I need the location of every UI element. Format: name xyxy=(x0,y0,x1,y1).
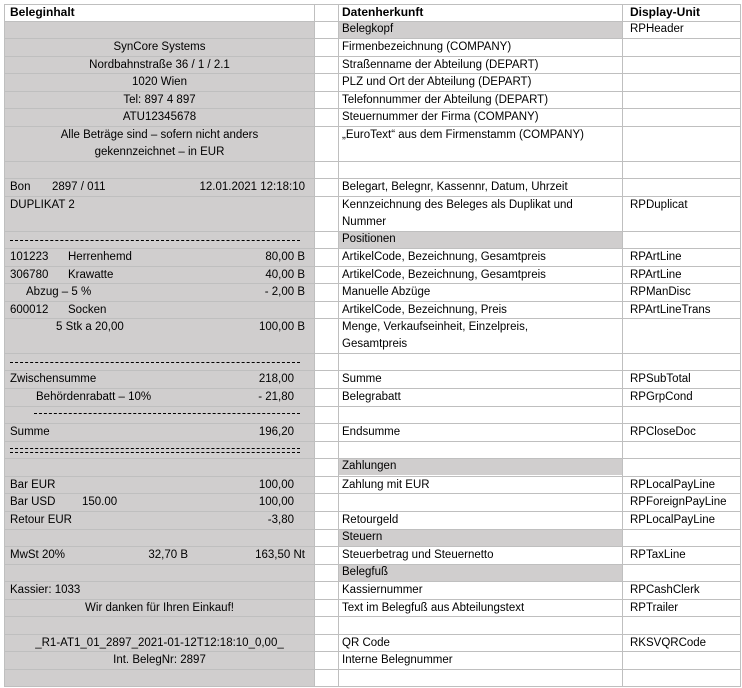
source-item-quantity-2: Gesamtpreis xyxy=(342,338,408,350)
source-retour: Retourgeld xyxy=(342,514,399,526)
unit-qr: RKSVQRCode xyxy=(630,637,707,649)
receipt-tax-net: 163,50 Nt xyxy=(255,549,305,561)
source-item: ArtikelCode, Bezeichnung, Gesamtpreis xyxy=(342,269,546,281)
receipt-bon-number: 2897 / 011 xyxy=(52,181,106,193)
source-item: Manuelle Abzüge xyxy=(342,286,431,298)
receipt-item-amount: 40,00 B xyxy=(265,269,305,281)
source-section-zahlungen: Zahlungen xyxy=(342,460,397,472)
receipt-city: 1020 Wien xyxy=(132,76,187,88)
unit-item: RPArtLine xyxy=(630,251,682,263)
unit-pay: RPLocalPayLine xyxy=(630,514,716,526)
receipt-item-name: 5 Stk a 20,00 xyxy=(56,321,124,333)
receipt-tax-amount: 32,70 B xyxy=(148,549,188,561)
receipt-bon-datetime: 12.01.2021 12:18:10 xyxy=(199,181,305,193)
unit-total: RPCloseDoc xyxy=(630,426,696,438)
source-trailer: Text im Belegfuß aus Abteilungstext xyxy=(342,602,525,614)
receipt-item-amount: - 2,00 B xyxy=(264,286,305,298)
receipt-discount-value: - 21,80 xyxy=(258,391,294,403)
source-bon: Belegart, Belegnr, Kassennr, Datum, Uhrzeit xyxy=(342,181,568,193)
unit-pay: RPLocalPayLine xyxy=(630,479,716,491)
receipt-payment-label: Retour EUR xyxy=(10,514,72,526)
receipt-company: SynCore Systems xyxy=(113,41,206,53)
unit-cashier: RPCashClerk xyxy=(630,584,700,596)
receipt-total-label: Summe xyxy=(10,426,50,438)
receipt-eurotext-2: gekennzeichnet – in EUR xyxy=(94,146,225,158)
source-street: Straßenname der Abteilung (DEPART) xyxy=(342,59,539,71)
receipt-tax-label: MwSt 20% xyxy=(10,549,65,561)
unit-header: RPHeader xyxy=(630,23,684,35)
unit-duplicate: RPDuplicat xyxy=(630,199,688,211)
receipt-item-amount: 100,00 B xyxy=(258,321,305,333)
receipt-tel: Tel: 897 4 897 xyxy=(123,94,196,106)
source-total: Endsumme xyxy=(342,426,401,438)
receipt-payment-label: Bar EUR xyxy=(10,479,56,491)
unit-subtotal: RPSubTotal xyxy=(630,373,691,385)
receipt-discount-label: Behördenrabatt – 10% xyxy=(36,391,152,403)
source-item-quantity-1: Menge, Verkaufseinheit, Einzelpreis, xyxy=(342,321,529,333)
receipt-payment-amount: 100,00 xyxy=(258,496,294,508)
receipt-street: Nordbahnstraße 36 / 1 / 2.1 xyxy=(89,59,230,71)
source-duplicate-1: Kennzeichnung des Beleges als Duplikat und xyxy=(342,199,573,211)
receipt-trailer: Wir danken für Ihren Einkauf! xyxy=(85,602,234,614)
receipt-total-value: 196,20 xyxy=(258,426,294,438)
receipt-item-name: Herrenhemd xyxy=(68,251,132,263)
receipt-cashier: Kassier: 1033 xyxy=(10,584,81,596)
source-section-positionen: Positionen xyxy=(342,233,396,245)
source-internal: Interne Belegnummer xyxy=(342,654,453,666)
source-section-belegkopf: Belegkopf xyxy=(342,23,394,35)
receipt-payment-foreign: 150.00 xyxy=(82,496,118,508)
receipt-separator-3 xyxy=(34,413,300,414)
header-datenherkunft: Datenherkunft xyxy=(342,5,424,19)
source-item: ArtikelCode, Bezeichnung, Preis xyxy=(342,304,507,316)
unit-item: RPArtLineTrans xyxy=(630,304,711,316)
source-tel: Telefonnummer der Abteilung (DEPART) xyxy=(342,94,549,106)
receipt-duplicate: DUPLIKAT 2 xyxy=(10,199,75,211)
source-discount: Belegrabatt xyxy=(342,391,401,403)
receipt-double-separator xyxy=(10,448,300,453)
source-tax: Steuerbetrag und Steuernetto xyxy=(342,549,494,561)
header-beleginhalt: Beleginhalt xyxy=(10,5,75,19)
unit-item: RPArtLine xyxy=(630,269,682,281)
receipt-item-amount: 80,00 B xyxy=(265,251,305,263)
receipt-item-code: 101223 xyxy=(10,251,49,263)
source-section-belegfuss: Belegfuß xyxy=(342,566,389,578)
receipt-bon-label: Bon xyxy=(10,181,31,193)
receipt-item-name: Socken xyxy=(68,304,107,316)
source-uid: Steuernummer der Firma (COMPANY) xyxy=(342,111,539,123)
unit-discount: RPGrpCond xyxy=(630,391,693,403)
source-eurotext: „EuroText“ aus dem Firmenstamm (COMPANY) xyxy=(342,129,584,141)
receipt-internal-number: Int. BelegNr: 2897 xyxy=(113,654,206,666)
header-display-unit: Display-Unit xyxy=(630,5,701,19)
receipt-payment-label: Bar USD xyxy=(10,496,56,508)
receipt-separator-2 xyxy=(10,362,300,363)
receipt-item-name: Krawatte xyxy=(68,269,114,281)
source-cashier: Kassiernummer xyxy=(342,584,423,596)
unit-trailer: RPTrailer xyxy=(630,602,679,614)
receipt-payment-amount: -3,80 xyxy=(267,514,294,526)
source-duplicate-2: Nummer xyxy=(342,216,387,228)
unit-pay: RPForeignPayLine xyxy=(630,496,727,508)
source-pay-eur: Zahlung mit EUR xyxy=(342,479,430,491)
receipt-eurotext-1: Alle Beträge sind – sofern nicht anders xyxy=(60,129,259,141)
unit-item: RPManDisc xyxy=(630,286,691,298)
source-city: PLZ und Ort der Abteilung (DEPART) xyxy=(342,76,532,88)
source-subtotal: Summe xyxy=(342,373,382,385)
source-company: Firmenbezeichnung (COMPANY) xyxy=(342,41,512,53)
source-qr: QR Code xyxy=(342,637,390,649)
source-section-steuern: Steuern xyxy=(342,531,383,543)
unit-tax: RPTaxLine xyxy=(630,549,686,561)
receipt-subtotal-value: 218,00 xyxy=(258,373,294,385)
receipt-uid: ATU12345678 xyxy=(122,111,197,123)
receipt-payment-amount: 100,00 xyxy=(258,479,294,491)
receipt-item-code: 306780 xyxy=(10,269,49,281)
receipt-item-name: Abzug – 5 % xyxy=(26,286,92,298)
receipt-item-code: 600012 xyxy=(10,304,49,316)
receipt-qr-code: _R1-AT1_01_2897_2021-01-12T12:18:10_0,00_ xyxy=(35,637,284,649)
source-item: ArtikelCode, Bezeichnung, Gesamtpreis xyxy=(342,251,546,263)
receipt-separator-1 xyxy=(10,240,300,241)
receipt-subtotal-label: Zwischensumme xyxy=(10,373,97,385)
